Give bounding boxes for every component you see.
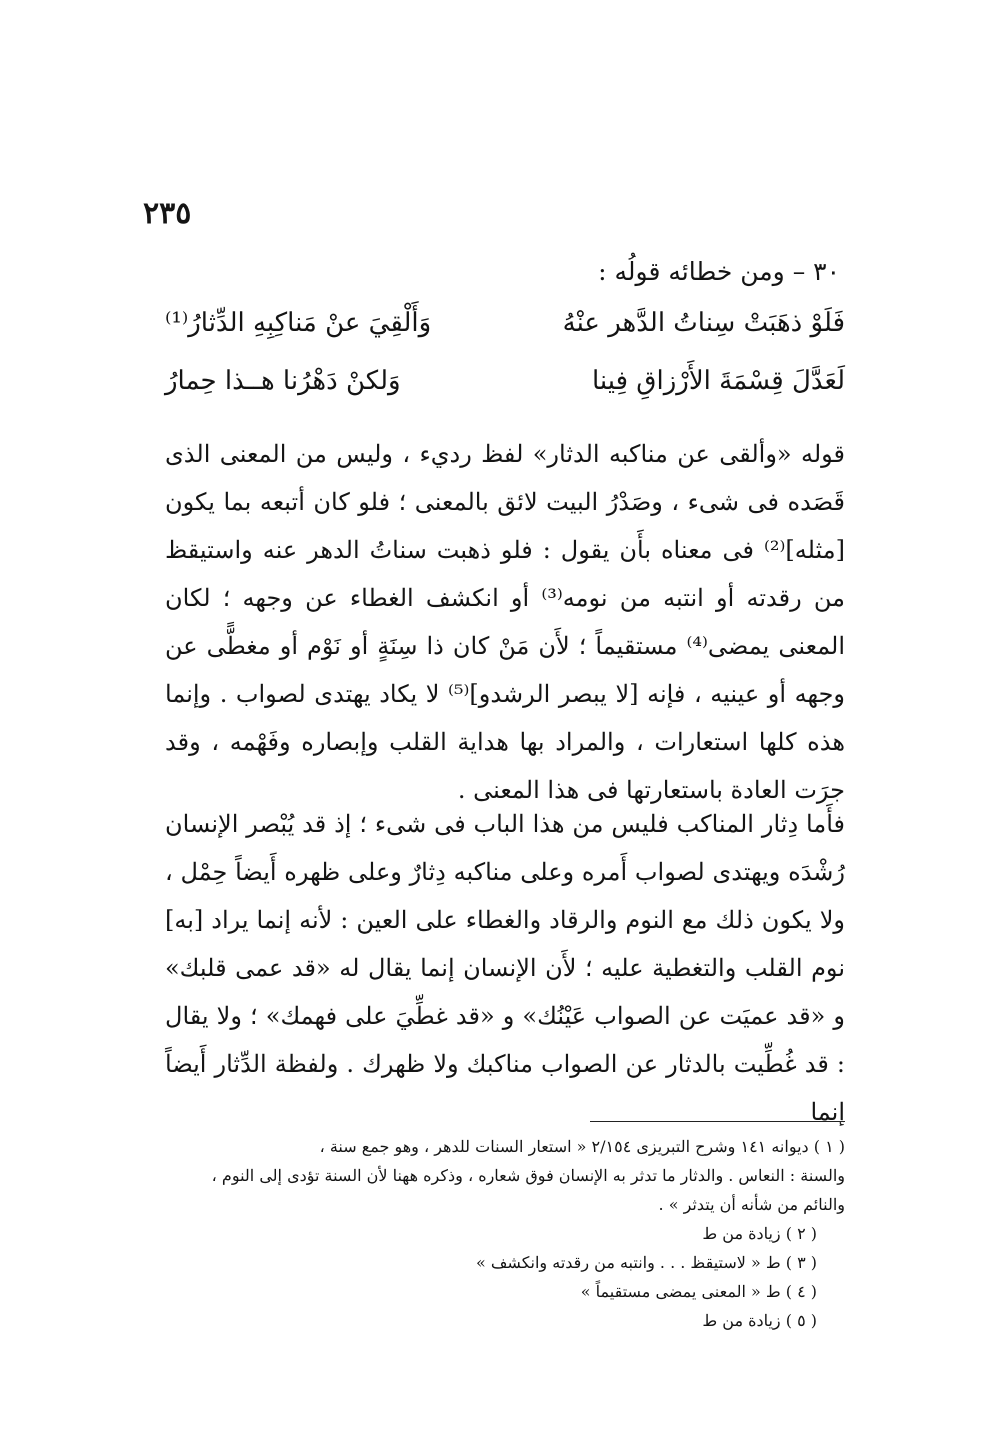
footnotes <box>165 1132 845 1335</box>
verse-line <box>165 308 845 364</box>
verse-line <box>165 366 845 422</box>
footnote-line: ( ٢ ) زيادة من ط <box>702 1224 817 1243</box>
verse-first-hemistich: فَلَوْ ذهَبَتْ سِناتُ الدَّهر عنْهُ <box>562 308 845 338</box>
page-number: ٢٣٥ <box>143 196 192 231</box>
body-paragraph: قوله «وألقى عن مناكبه الدثار» لفظ رديء ، وليس من المعنى الذى قَصَده فى شىء ، وصَدْرُ البيت لائق بالمعنى ؛ فلو كان أتبعه بما يكون [مثله]⁽²⁾ فى معناه بأَن يقول : فلو ذهبت سناتُ الدهر عنه واستيقظ من رقدته أو انتبه من نومه⁽³⁾ أو انكشف الغطاء عن وجهه ؛ لكان المعنى يمضى⁽⁴⁾ مستقيماً ؛ لأَن مَنْ كان ذا سِنَةٍ أو نَوْم أو مغطًّى عن وجهه أو عينيه ، فإنه [لا يبصر الرشدو]⁽⁵⁾ لا يكاد يهتدى لصواب . وإنما هذه كلها استعارات ، والمراد بها هداية القلب وإبصاره وفَهْمه ، وقد جرَت العادة باستعارتها فى هذا المعنى . <box>165 440 846 804</box>
body-paragraph: فأَما دِثار المناكب فليس من هذا الباب فى شىء ؛ إذ قد يُبْصر الإنسان رُشْدَه ويهتدى لصواب أَمره وعلى مناكبه دِثارٌ وعلى ظهره أَيضاً حِمْل ، ولا يكون ذلك مع النوم والرقاد والغطاء على العين : لأنه إنما يراد [به] نوم القلب والتغطية عليه ؛ لأَن الإنسان إنما يقال له «قد عمى قلبك» و «قد عميَت عن الصواب عَيْنُك» و «قد غطِّيَ على فهمك» ؛ ولا يقال : قد غُطِّيت بالدثار عن الصواب مناكبك ولا ظهرك . ولفظة الدِّثار أَيضاً إنما <box>165 810 845 1126</box>
footnote-line: ( ٣ ) ط « لاستيقظ . . . وانتبه من رقدته وانكشف » <box>475 1253 817 1272</box>
verse-first-hemistich: لَعَدَّلَ قِسْمَةَ الأَرْزاقِ فِينا <box>592 366 845 396</box>
footnote-line: والسنة : النعاس . والدثار ما تدثر به الإنسان فوق شعاره ، وذكره ههنا لأن السنة تؤدى إلى النوم ، <box>211 1166 845 1185</box>
footnote-line: ( ١ ) ديوانه ١٤١ وشرح التبريزى ٢/١٥٤ « استعار السنات للدهر ، وهو جمع سنة ، <box>319 1137 845 1156</box>
section-heading: ٣٠ – ومن خطائه قولُه : <box>598 257 840 286</box>
verse-second-hemistich: وَلكنْ دَهْرُنا هــذا حِمارُ <box>165 366 401 396</box>
footnote-line: ( ٥ ) زيادة من ط <box>702 1311 817 1330</box>
footnote-separator <box>590 1121 845 1122</box>
footnote-line: والنائم من شأنه أن يتدثر » . <box>658 1195 845 1214</box>
footnote-line: ( ٤ ) ط « المعنى يمضى مستقيماً » <box>580 1282 817 1301</box>
verse-second-hemistich: وَأَلْقِيَ عنْ مَناكِبِهِ الدِّثارُ⁽¹⁾ <box>165 308 432 338</box>
